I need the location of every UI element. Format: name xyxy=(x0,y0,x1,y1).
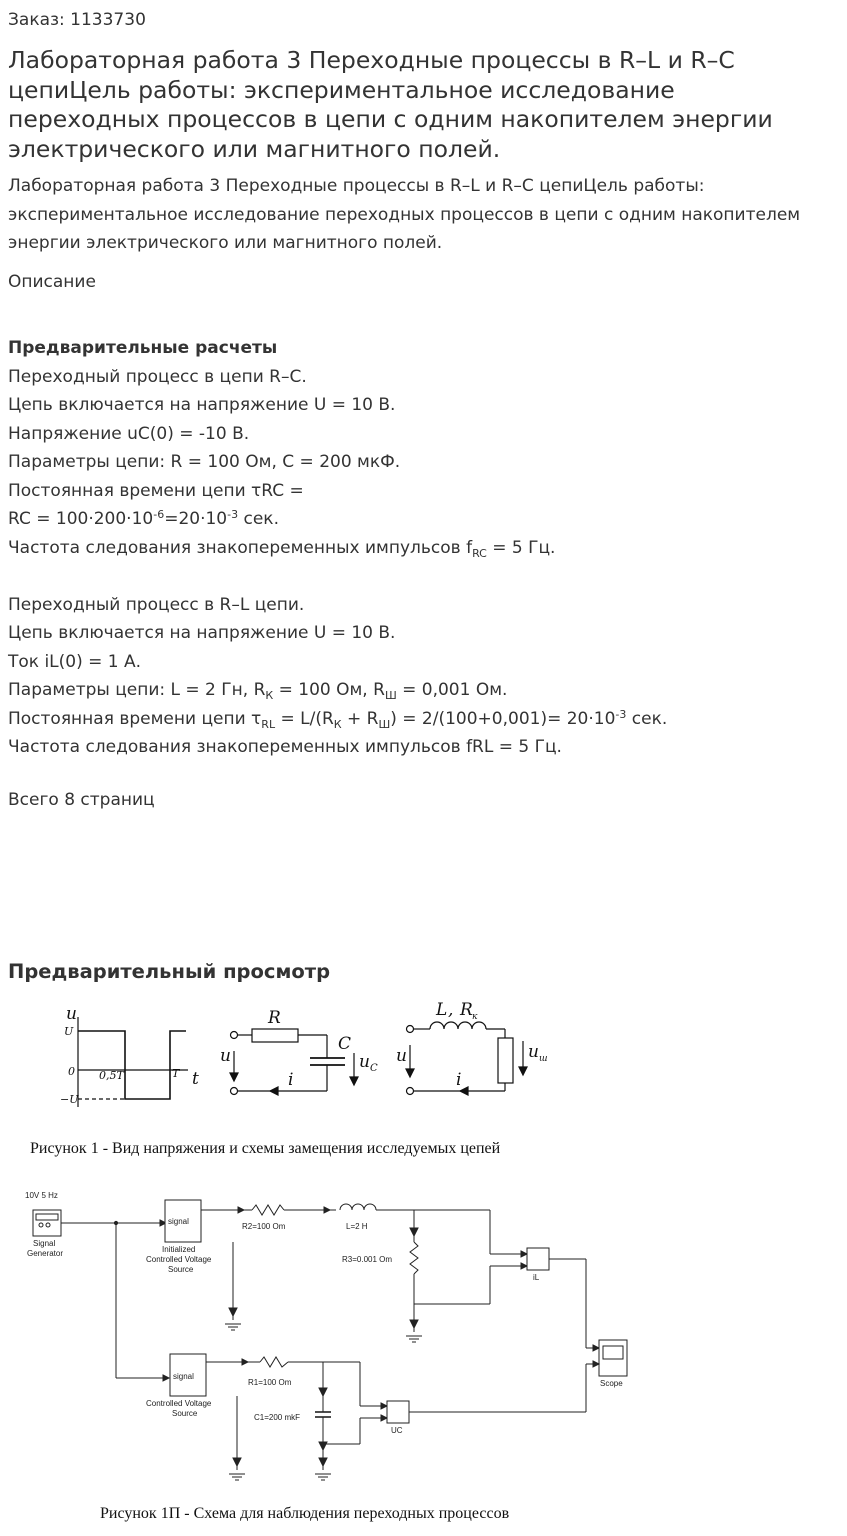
src1-label: signal xyxy=(168,1217,189,1226)
rl-line: Ток iL(0) = 1 А. xyxy=(8,651,142,672)
figure-2 xyxy=(0,1180,847,1536)
preliminary-calculations xyxy=(8,334,838,762)
rc-i-label: i xyxy=(288,1070,294,1090)
wave-negU-label: −U xyxy=(60,1093,79,1106)
uc-label: UC xyxy=(391,1426,403,1435)
rc-line: Параметры цепи: R = 100 Ом, С = 200 мкФ. xyxy=(8,452,401,472)
rl-ush-label: u xyxy=(528,1042,539,1062)
gen-name: Generator xyxy=(27,1249,64,1258)
r1-label: R1=100 Om xyxy=(248,1378,292,1387)
order-number: Заказ: 1133730 xyxy=(8,10,146,30)
rc-line: Цепь включается на напряжение U = 10 В. xyxy=(8,395,396,415)
rl-title: Переходный процесс в R–L цепи. xyxy=(8,594,305,615)
calc-heading: Предварительные расчеты xyxy=(8,338,278,358)
figure-1 xyxy=(0,995,847,1165)
inductor-coil xyxy=(430,1022,486,1029)
r3-label: R3=0.001 Om xyxy=(342,1255,393,1264)
il-label: iL xyxy=(533,1273,540,1282)
rl-params: Параметры цепи: L = 2 Гн, $R_К = 100$ Ом, $R_Ш = 0,001$ Ом. xyxy=(8,680,508,702)
rl-i-label: i xyxy=(456,1070,462,1090)
page-title: Лабораторная работа 3 Переходные процессы в R–L и R–C цепиЦель работы: экспериментальное исследование переходных процессов в цепи с одним накопителем энергии электрического или магнитного полей. xyxy=(8,46,773,163)
wave-half-label: 0,5T xyxy=(99,1069,124,1082)
rl-R-sub: к xyxy=(472,1012,478,1022)
rl-formula: Постоянная времени цепи $\tau_{RL} = L/(R_К + R_Ш) = 2/(100+0,001)= 20\cdot 10^{-3}$ сек. xyxy=(8,707,668,731)
wave-T-label: T xyxy=(172,1067,180,1080)
r1-resistor xyxy=(260,1357,288,1367)
src2-label: signal xyxy=(173,1372,194,1381)
src2-name: Controlled Voltage xyxy=(146,1399,212,1408)
l-label: L=2 H xyxy=(346,1222,368,1231)
wave-u-label: u xyxy=(66,1004,77,1024)
r2-resistor xyxy=(252,1205,284,1215)
rc-uC-label: u xyxy=(359,1052,370,1072)
preview-heading: Предварительный просмотр xyxy=(8,960,331,983)
src1-name: Controlled Voltage xyxy=(146,1255,212,1264)
rl-u-label: u xyxy=(396,1046,407,1066)
rl-line: Цепь включается на напряжение U = 10 В. xyxy=(8,623,396,643)
gen-name: Signal xyxy=(33,1239,56,1248)
rl-R-label: R xyxy=(460,1000,473,1020)
uc-sensor-block xyxy=(387,1401,409,1423)
rc-line: Постоянная времени цепи τRC = xyxy=(8,480,304,501)
description-label: Описание xyxy=(8,272,96,292)
wave-t-label: t xyxy=(192,1069,199,1089)
c1-label: C1=200 mkF xyxy=(254,1413,301,1422)
square-wave xyxy=(78,1031,186,1099)
gen-title: 10V 5 Hz xyxy=(25,1191,58,1200)
wave-zero-label: 0 xyxy=(68,1065,75,1078)
scope-label: Scope xyxy=(600,1379,623,1388)
src2-name: Source xyxy=(172,1409,198,1418)
rc-uC-sub: C xyxy=(370,1063,378,1074)
figure2-caption: Рисунок 1П - Схема для наблюдения переходных процессов xyxy=(100,1505,510,1522)
l-inductor xyxy=(340,1204,376,1210)
resistor-r xyxy=(252,1029,298,1042)
rc-frequency: Частота следования знакопеременных импульсов $f_{RC} = 5$ Гц. xyxy=(8,537,556,560)
lead-paragraph: Лабораторная работа 3 Переходные процессы в R–L и R–C цепиЦель работы: экспериментальное исследование переходных процессов в цепи с одним накопителем энергии электрического или магнитного полей. xyxy=(8,176,801,253)
shunt-resistor xyxy=(498,1038,513,1083)
figure1-caption: Рисунок 1 - Вид напряжения и схемы замещения исследуемых цепей xyxy=(30,1140,501,1157)
rc-line: Напряжение uC(0) = -10 В. xyxy=(8,423,250,444)
src1-name: Source xyxy=(168,1265,194,1274)
rc-formula: RC = $100\cdot 200\cdot 10^{-6}=20\cdot 10^{-3}$ сек. xyxy=(8,508,279,529)
rc-title: Переходный процесс в цепи R–C. xyxy=(8,366,307,387)
rc-R-label: R xyxy=(268,1008,281,1028)
rc-u-label: u xyxy=(220,1046,231,1066)
il-sensor-block xyxy=(527,1248,549,1270)
rl-frequency: Частота следования знакопеременных импульсов fRL = 5 Гц. xyxy=(8,737,562,757)
rc-C-label: C xyxy=(338,1034,352,1054)
pages-total: Всего 8 страниц xyxy=(8,790,155,810)
svg-text:,: , xyxy=(448,1000,454,1020)
src1-name: Initialized xyxy=(162,1245,196,1254)
rl-ush-sub: ш xyxy=(539,1054,548,1064)
r2-label: R2=100 Om xyxy=(242,1222,286,1231)
wave-U-label: U xyxy=(64,1025,74,1038)
r3-resistor xyxy=(410,1242,418,1274)
rl-L-label: L xyxy=(436,1000,448,1020)
